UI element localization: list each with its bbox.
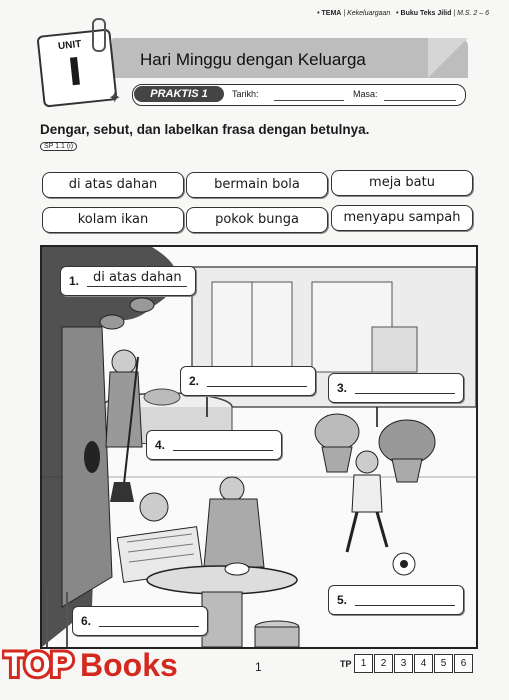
phrase-option[interactable]: di atas dahan — [42, 172, 184, 198]
brand-books-text: Books — [80, 647, 178, 683]
sp-code-badge: SP 1.1 (i) — [40, 142, 77, 151]
label-box-5[interactable] — [328, 585, 464, 615]
answer-line — [207, 386, 307, 387]
label-box-3[interactable] — [328, 373, 464, 403]
date-field[interactable] — [274, 100, 344, 101]
label-number: 1. — [69, 274, 80, 288]
phrase-option[interactable]: pokok bunga — [186, 207, 328, 233]
phrase-option[interactable]: menyapu sampah — [331, 205, 473, 231]
answer-line — [355, 605, 455, 606]
time-field[interactable] — [384, 100, 456, 101]
label-number: 4. — [155, 438, 166, 452]
tp-level-box[interactable]: 2 — [374, 654, 393, 673]
phrase-option[interactable]: bermain bola — [186, 172, 328, 198]
unit-number: I — [65, 49, 85, 95]
tp-level-box[interactable]: 6 — [454, 654, 473, 673]
label-number: 6. — [81, 614, 92, 628]
phrase-option[interactable]: meja batu — [331, 170, 473, 196]
tp-level-box[interactable]: 4 — [414, 654, 433, 673]
answer-line — [99, 626, 199, 627]
answer-line — [173, 450, 273, 451]
praktis-label: PRAKTIS 1 — [134, 86, 224, 102]
brand-top-text: TOP — [4, 646, 74, 684]
instruction: Dengar, sebut, dan labelkan frasa dengan betulnya. — [40, 122, 370, 137]
tp-level-box[interactable]: 5 — [434, 654, 453, 673]
page-number: 1 — [255, 660, 262, 674]
paperclip-icon — [92, 18, 106, 52]
unit-label: UNIT — [57, 38, 82, 53]
label-box-2[interactable] — [180, 366, 316, 396]
answer-line — [355, 393, 455, 394]
answer-line — [87, 286, 187, 287]
date-label: Tarikh: — [232, 89, 259, 99]
label-number: 3. — [337, 381, 348, 395]
theme-meta: • TEMA | Kekeluargaan • Buku Teks Jilid | M.S. 2 – 6 — [317, 10, 489, 17]
phrase-option[interactable]: kolam ikan — [42, 207, 184, 233]
page-title: Hari Minggu dengan Keluarga — [140, 50, 366, 69]
tp-level-box[interactable]: 3 — [394, 654, 413, 673]
label-box-4[interactable] — [146, 430, 282, 460]
label-answer: di atas dahan — [93, 270, 182, 285]
time-label: Masa: — [353, 89, 378, 99]
label-number: 2. — [189, 374, 200, 388]
star-icon: ✦ — [108, 90, 122, 107]
tp-label: TP — [340, 659, 352, 669]
topbooks-watermark-logo — [2, 638, 192, 686]
label-box-6[interactable] — [72, 606, 208, 636]
tp-level-box[interactable]: 1 — [354, 654, 373, 673]
label-box-1[interactable] — [60, 266, 196, 296]
label-number: 5. — [337, 593, 348, 607]
